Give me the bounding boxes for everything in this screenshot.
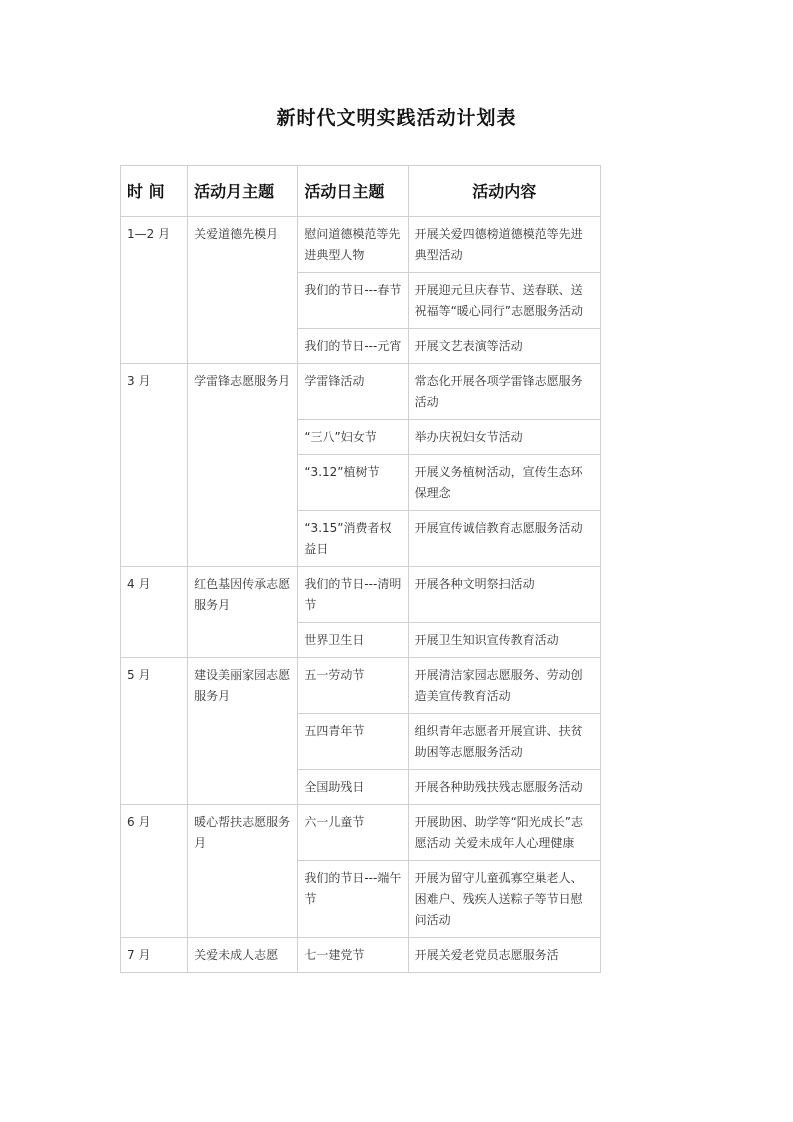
content-cell: 开展卫生知识宣传教育活动 — [408, 623, 600, 658]
time-cell: 6 月 — [121, 805, 188, 938]
day-theme-cell: 慰问道德模范等先进典型人物 — [298, 217, 408, 273]
day-theme-cell: 五一劳动节 — [298, 658, 408, 714]
time-cell: 4 月 — [121, 567, 188, 658]
day-theme-cell: 全国助残日 — [298, 770, 408, 805]
time-cell: 7 月 — [121, 938, 188, 973]
content-cell: 开展各种文明祭扫活动 — [408, 567, 600, 623]
table-row — [121, 217, 601, 273]
content-cell: 举办庆祝妇女节活动 — [408, 420, 600, 455]
table-row — [121, 364, 601, 420]
table-row — [121, 805, 601, 861]
day-theme-cell: “3.15”消费者权益日 — [298, 511, 408, 567]
day-theme-cell: 七一建党节 — [298, 938, 408, 973]
content-cell: 常态化开展各项学雷锋志愿服务活动 — [408, 364, 600, 420]
content-cell: 开展各种助残扶残志愿服务活动 — [408, 770, 600, 805]
content-cell: 开展助困、助学等“阳光成长”志愿活动 关爱未成年人心理健康 — [408, 805, 600, 861]
table-row — [121, 567, 601, 623]
day-theme-cell: “三八”妇女节 — [298, 420, 408, 455]
header-content: 活动内容 — [408, 166, 600, 217]
page-title: 新时代文明实践活动计划表 — [276, 107, 517, 129]
day-theme-cell: 五四青年节 — [298, 714, 408, 770]
header-time: 时 间 — [121, 166, 188, 217]
day-theme-cell: 我们的节日---春节 — [298, 273, 408, 329]
content-cell: 开展为留守儿童孤寡空巢老人、困难户、残疾人送粽子等节日慰问活动 — [408, 861, 600, 938]
day-theme-cell: 我们的节日---端午节 — [298, 861, 408, 938]
day-theme-cell: 我们的节日---元宵 — [298, 329, 408, 364]
header-day-theme: 活动日主题 — [298, 166, 408, 217]
table-row — [121, 658, 601, 714]
month-theme-cell: 关爱未成人志愿 — [188, 938, 298, 973]
content-cell: 开展关爱四德榜道德模范等先进典型活动 — [408, 217, 600, 273]
day-theme-cell: “3.12”植树节 — [298, 455, 408, 511]
month-theme-cell: 暖心帮扶志愿服务月 — [188, 805, 298, 938]
content-cell: 开展清洁家园志愿服务、劳动创造美宣传教育活动 — [408, 658, 600, 714]
content-cell: 开展义务植树活动，宣传生态环保理念 — [408, 455, 600, 511]
month-theme-cell: 关爱道德先模月 — [188, 217, 298, 364]
day-theme-cell: 世界卫生日 — [298, 623, 408, 658]
day-theme-cell: 学雷锋活动 — [298, 364, 408, 420]
header-row — [121, 166, 601, 217]
month-theme-cell: 学雷锋志愿服务月 — [188, 364, 298, 567]
month-theme-cell: 红色基因传承志愿服务月 — [188, 567, 298, 658]
content-cell: 开展关爱老党员志愿服务活 — [408, 938, 600, 973]
content-cell: 开展迎元旦庆春节、送春联、送祝福等“暖心同行”志愿服务活动 — [408, 273, 600, 329]
time-cell: 5 月 — [121, 658, 188, 805]
table-row — [121, 938, 601, 973]
day-theme-cell: 六一儿童节 — [298, 805, 408, 861]
header-month-theme: 活动月主题 — [188, 166, 298, 217]
time-cell: 3 月 — [121, 364, 188, 567]
content-cell: 组织青年志愿者开展宣讲、扶贫助困等志愿服务活动 — [408, 714, 600, 770]
content-cell: 开展文艺表演等活动 — [408, 329, 600, 364]
month-theme-cell: 建设美丽家园志愿服务月 — [188, 658, 298, 805]
day-theme-cell: 我们的节日---清明节 — [298, 567, 408, 623]
time-cell: 1—2 月 — [121, 217, 188, 364]
activity-plan-table — [120, 165, 601, 973]
content-cell: 开展宣传诚信教育志愿服务活动 — [408, 511, 600, 567]
